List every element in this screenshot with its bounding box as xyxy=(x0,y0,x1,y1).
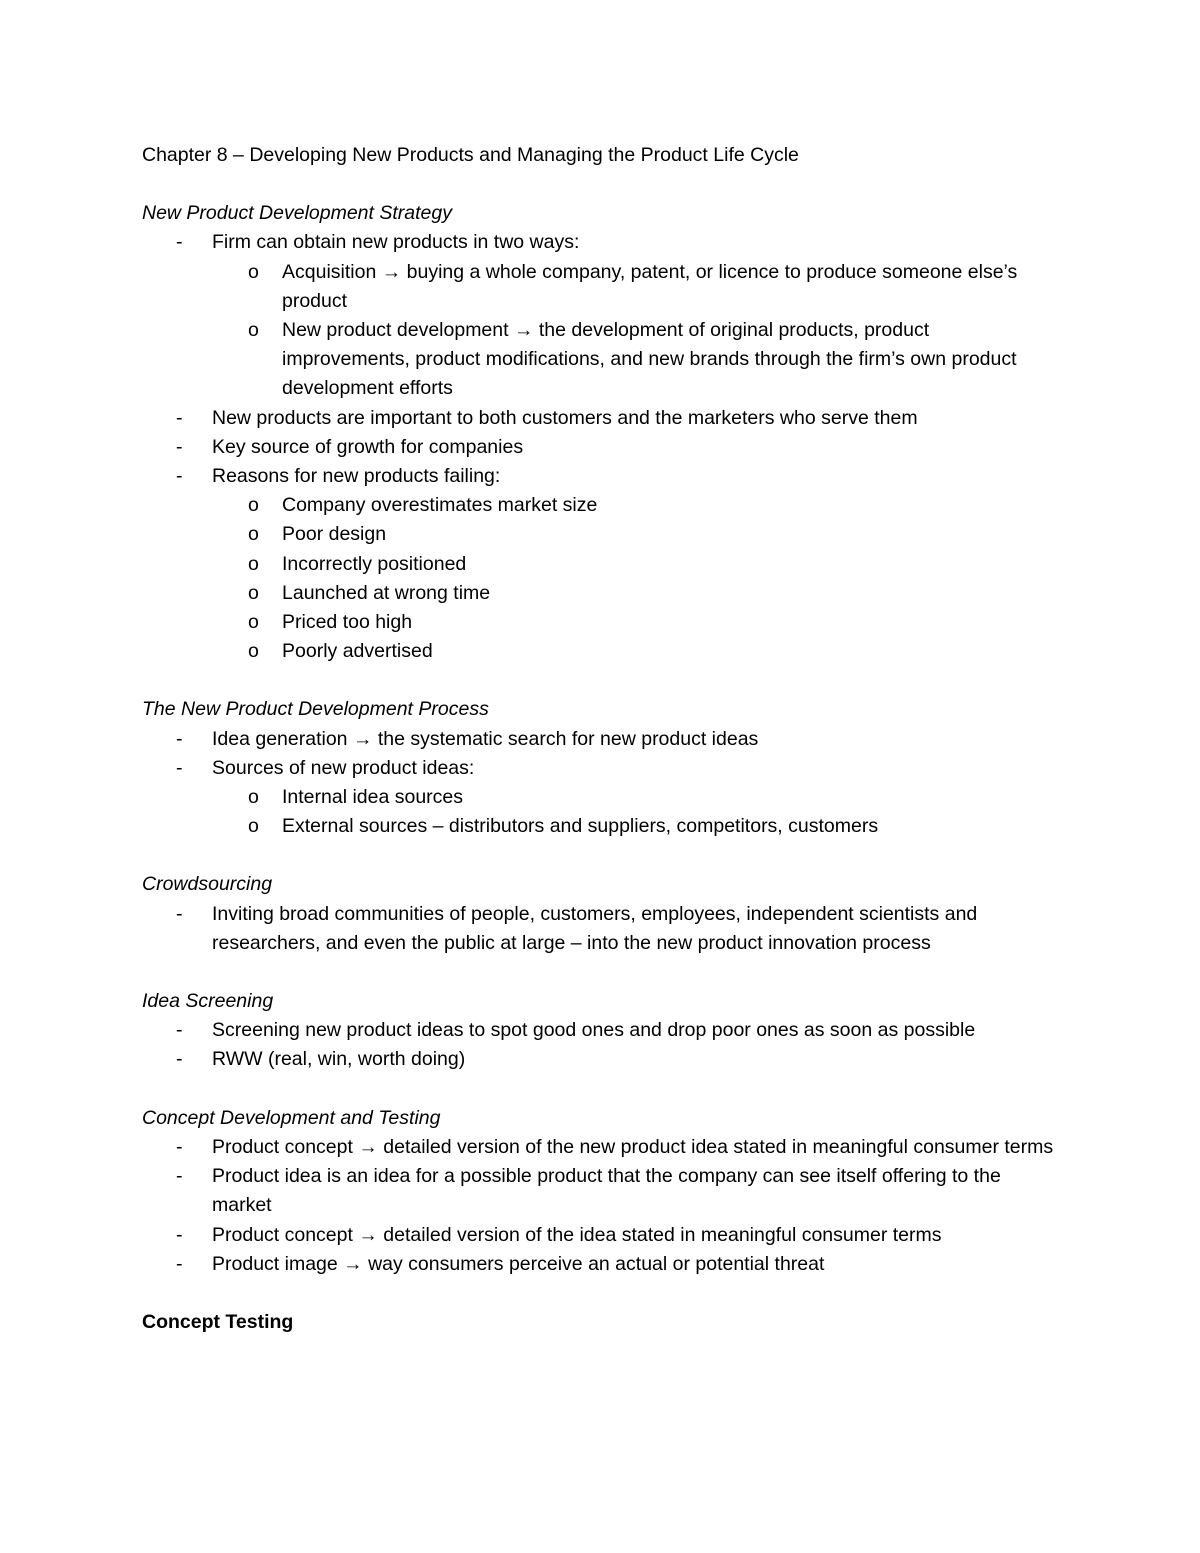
list-item xyxy=(142,1162,1062,1220)
list-item-text: Key source of growth for companies xyxy=(212,435,524,458)
list-item xyxy=(142,404,1062,433)
list-item-text: External sources – distributors and suppliers, competitors, customers xyxy=(282,815,879,838)
dash-bullet: - xyxy=(176,406,183,429)
list-item-text: Inviting broad communities of people, customers, employees, independent scientists and researchers, and even the public at large – into the new product innovation process xyxy=(212,902,978,954)
list-item-text: Sources of new product ideas: xyxy=(212,756,475,779)
section-strategy xyxy=(142,199,1062,666)
document-body xyxy=(142,141,1062,1366)
list-item-text: Poor design xyxy=(282,523,387,546)
circle-bullet: o xyxy=(248,523,259,546)
bullet-list xyxy=(142,228,1062,666)
dash-bullet: - xyxy=(176,1019,183,1042)
list-item-text: Incorrectly positioned xyxy=(282,552,467,575)
bullet-list xyxy=(142,1133,1062,1279)
dash-bullet: - xyxy=(176,1048,183,1071)
list-item-text: Internal idea sources xyxy=(282,786,464,809)
list-item xyxy=(142,1133,1062,1162)
list-item xyxy=(142,1250,1062,1279)
list-item-text: Product image → way consumers perceive an actual or potential threat xyxy=(212,1252,825,1275)
list-item xyxy=(142,783,1062,812)
list-item-text: Idea generation → the systematic search for new product ideas xyxy=(212,727,759,750)
list-item xyxy=(142,520,1062,549)
dash-bullet: - xyxy=(176,231,183,254)
circle-bullet: o xyxy=(248,786,259,809)
list-item xyxy=(142,754,1062,783)
list-item-text: Product concept → detailed version of the new product idea stated in meaningful consumer terms xyxy=(212,1135,1054,1158)
section-heading: Idea Screening xyxy=(142,990,274,1013)
circle-bullet: o xyxy=(248,260,259,283)
section-screening xyxy=(142,987,1062,1075)
list-item xyxy=(142,228,1062,257)
section-testing xyxy=(142,1308,1062,1337)
list-item-text: Reasons for new products failing: xyxy=(212,465,501,488)
section-concept xyxy=(142,1104,1062,1279)
section-heading: The New Product Development Process xyxy=(142,698,489,721)
list-item-text: Company overestimates market size xyxy=(282,494,598,517)
list-item xyxy=(142,812,1062,841)
list-item-text: Launched at wrong time xyxy=(282,581,491,604)
dash-bullet: - xyxy=(176,435,183,458)
dash-bullet: - xyxy=(176,1165,183,1188)
document-title: Chapter 8 – Developing New Products and Managing the Product Life Cycle xyxy=(142,144,799,166)
circle-bullet: o xyxy=(248,581,259,604)
list-item xyxy=(142,637,1062,666)
circle-bullet: o xyxy=(248,640,259,663)
bullet-list xyxy=(142,900,1062,958)
list-item xyxy=(142,608,1062,637)
section-crowdsourcing xyxy=(142,870,1062,958)
list-item-text: Acquisition → buying a whole company, patent, or licence to produce someone else’s product xyxy=(282,260,1018,312)
list-item-text: Screening new product ideas to spot good ones and drop poor ones as soon as possible xyxy=(212,1019,976,1042)
list-item xyxy=(142,491,1062,520)
section-heading: Concept Development and Testing xyxy=(142,1106,441,1129)
list-item-text: Poorly advertised xyxy=(282,640,433,663)
dash-bullet: - xyxy=(176,1223,183,1246)
list-item-text: New product development → the development of original products, product improvements, product modifications, and new brands through the firm’s own product development efforts xyxy=(282,319,1017,400)
bullet-list xyxy=(142,1016,1062,1074)
list-item xyxy=(142,725,1062,754)
circle-bullet: o xyxy=(248,552,259,575)
list-item xyxy=(142,316,1062,404)
dash-bullet: - xyxy=(176,902,183,925)
circle-bullet: o xyxy=(248,319,259,342)
dash-bullet: - xyxy=(176,1135,183,1158)
list-item-text: Firm can obtain new products in two ways: xyxy=(212,231,580,254)
circle-bullet: o xyxy=(248,494,259,517)
list-item-text: Product idea is an idea for a possible product that the company can see itself offering to the market xyxy=(212,1165,1001,1217)
list-item xyxy=(142,579,1062,608)
section-heading: New Product Development Strategy xyxy=(142,202,452,225)
list-item xyxy=(142,900,1062,958)
dash-bullet: - xyxy=(176,756,183,779)
list-item-text: RWW (real, win, worth doing) xyxy=(212,1048,466,1071)
list-item xyxy=(142,550,1062,579)
dash-bullet: - xyxy=(176,465,183,488)
list-item-text: New products are important to both customers and the marketers who serve them xyxy=(212,406,918,429)
list-item xyxy=(142,1016,1062,1045)
list-item xyxy=(142,1221,1062,1250)
section-process xyxy=(142,695,1062,841)
list-item xyxy=(142,462,1062,491)
circle-bullet: o xyxy=(248,611,259,634)
section-heading-bold: Concept Testing xyxy=(142,1310,294,1333)
circle-bullet: o xyxy=(248,815,259,838)
list-item xyxy=(142,433,1062,462)
section-heading: Crowdsourcing xyxy=(142,873,273,896)
list-item-text: Product concept → detailed version of the idea stated in meaningful consumer terms xyxy=(212,1223,942,1246)
list-item-text: Priced too high xyxy=(282,611,413,634)
dash-bullet: - xyxy=(176,1252,183,1275)
bullet-list xyxy=(142,725,1062,842)
list-item xyxy=(142,258,1062,316)
dash-bullet: - xyxy=(176,727,183,750)
list-item xyxy=(142,1045,1062,1074)
